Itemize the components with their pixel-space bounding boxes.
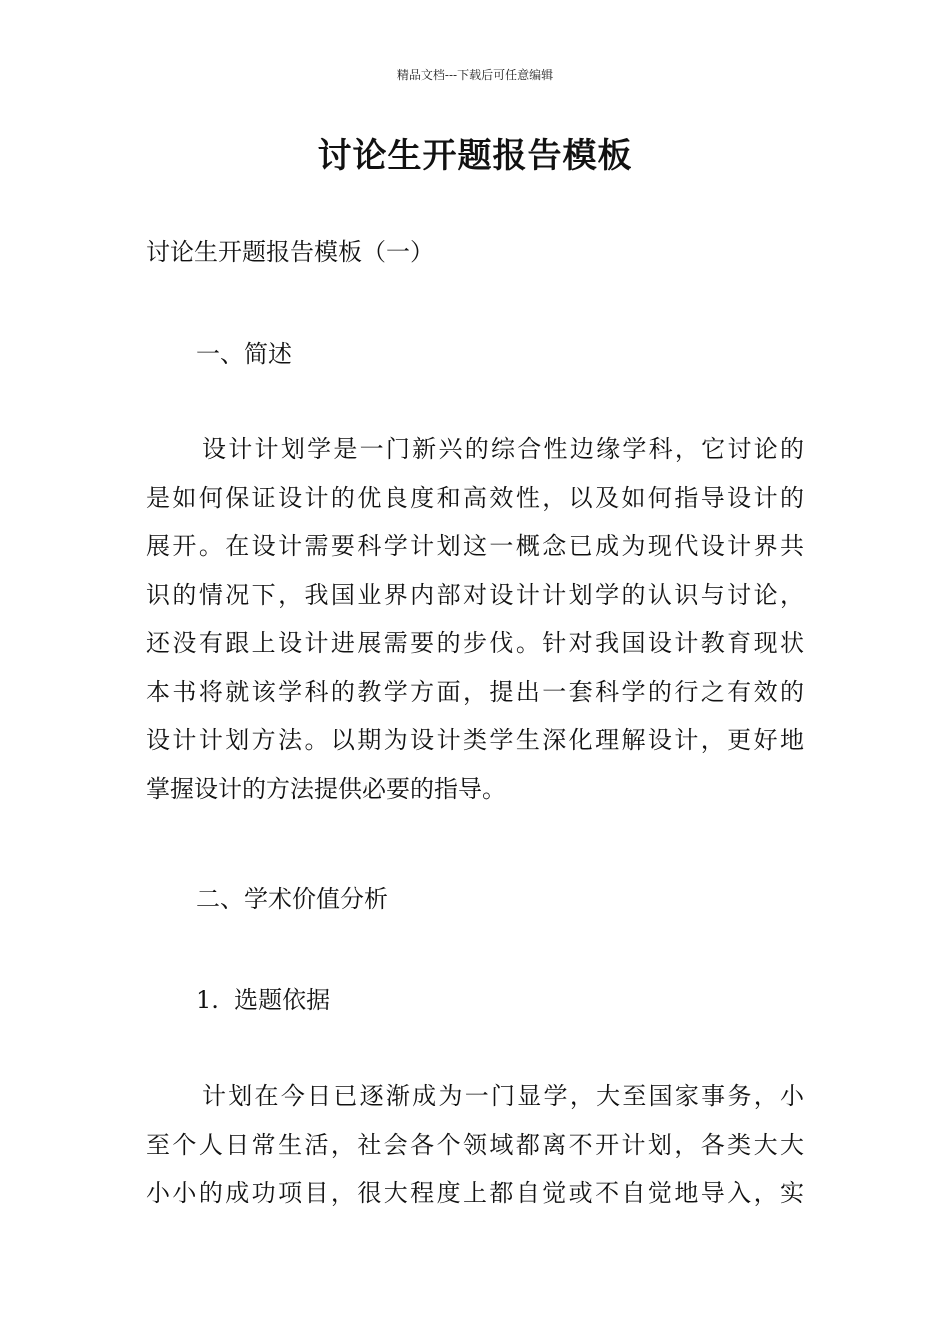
paragraph-line: 是如何保证设计的优良度和高效性，以及如何指导设计的 (146, 483, 804, 512)
paragraph-line: 设计计划学是一门新兴的综合性边缘学科，它讨论的 (202, 435, 804, 463)
page-title: 讨论生开题报告模板 (317, 136, 633, 176)
paragraph-line: 计划在今日已逐渐成为一门显学，大至国家事务，小 (202, 1082, 804, 1110)
subtitle: 讨论生开题报告模板（一） (146, 238, 434, 266)
paragraph-line: 识的情况下，我国业界内部对设计计划学的认识与讨论， (146, 580, 804, 609)
section-heading-basis: 1. 选题依据 (196, 986, 331, 1014)
section-heading-overview: 一、简述 (196, 340, 292, 368)
paragraph-line: 设计计划方法。以期为设计类学生深化理解设计，更好地 (146, 726, 804, 754)
paragraph-line: 小小的成功项目，很大程度上都自觉或不自觉地导入，实 (146, 1179, 804, 1207)
paragraph-line: 至个人日常生活，社会各个领域都离不开计划，各类大大 (146, 1130, 804, 1159)
paragraph-overview (146, 425, 804, 813)
paragraph-line: 还没有跟上设计进展需要的步伐。针对我国设计教育现状 (146, 629, 804, 657)
section-heading-value: 二、学术价值分析 (196, 885, 388, 913)
paragraph-line: 本书将就该学科的教学方面，提出一套科学的行之有效的 (146, 677, 804, 706)
header-note: 精品文档---下载后可任意编辑 (396, 68, 554, 82)
paragraph-line: 展开。在设计需要科学计划这一概念已成为现代设计界共 (146, 532, 804, 560)
paragraph-basis (146, 1072, 804, 1218)
paragraph-line: 掌握设计的方法提供必要的指导。 (146, 774, 506, 803)
